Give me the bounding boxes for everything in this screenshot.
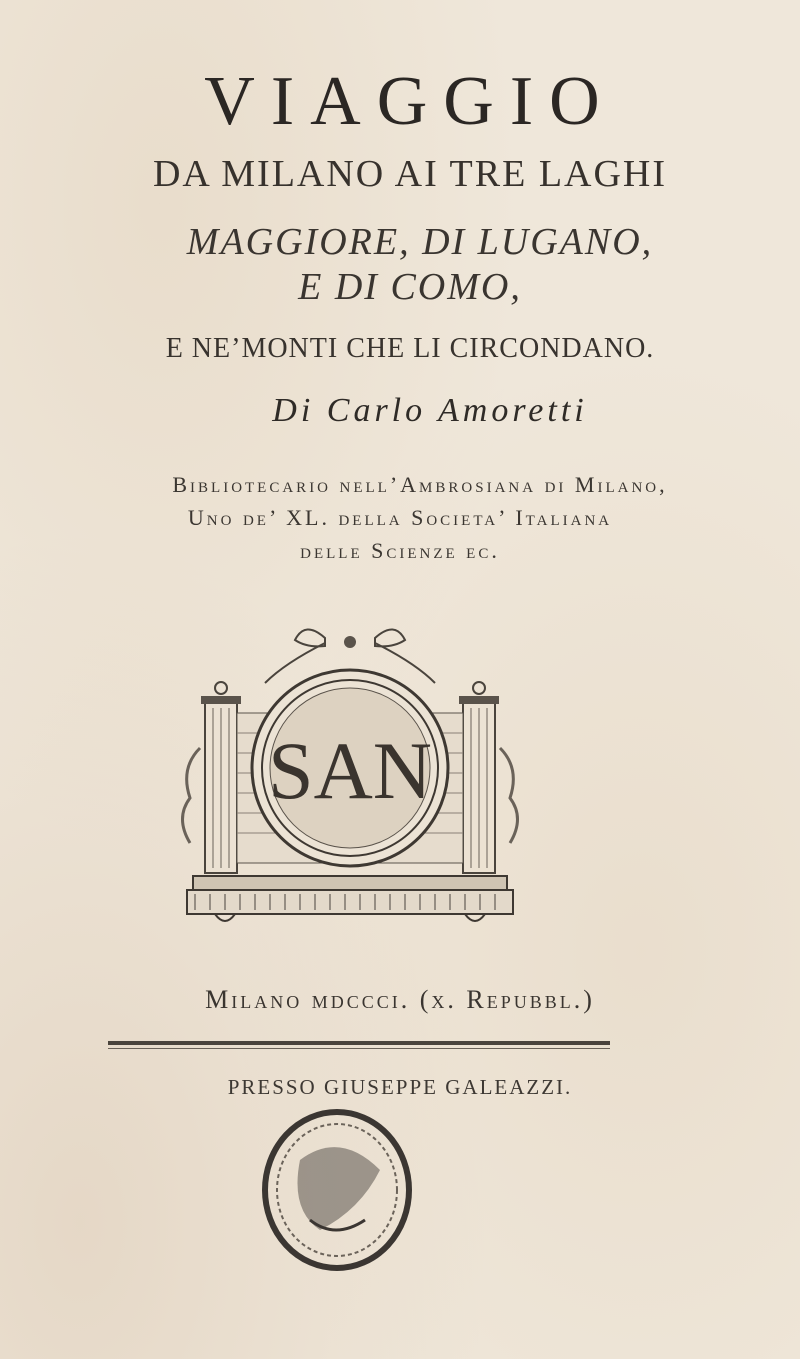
subtitle-line-2: MAGGIORE, DI LUGANO,	[186, 221, 654, 263]
monogram-text: SAN	[267, 725, 433, 816]
author-bio-line-1: Bibliotecario nell’Ambrosiana di Milano,	[172, 472, 668, 497]
book-title: VIAGGIO	[204, 63, 616, 140]
printer-line: PRESSO GIUSEPPE GALEAZZI.	[227, 1075, 573, 1099]
author-bio-line-3: delle Scienze ec.	[300, 538, 500, 563]
decorative-rule	[108, 1040, 610, 1050]
printer-device-monogram-icon	[175, 618, 525, 948]
subtitle-line-4: E NE’MONTI CHE LI CIRCONDANO.	[165, 333, 655, 364]
subtitle-line-3: E DI COMO,	[298, 266, 522, 308]
library-stamp-icon	[255, 1100, 420, 1275]
author-bio-line-2: Uno de’ XL. della Societa’ Italiana	[187, 505, 613, 530]
imprint-line: Milano mdccci. (x. Repubbl.)	[205, 985, 595, 1014]
author-name: Di Carlo Amoretti	[272, 392, 588, 429]
subtitle-line-1: DA MILANO AI TRE LAGHI	[152, 153, 668, 195]
